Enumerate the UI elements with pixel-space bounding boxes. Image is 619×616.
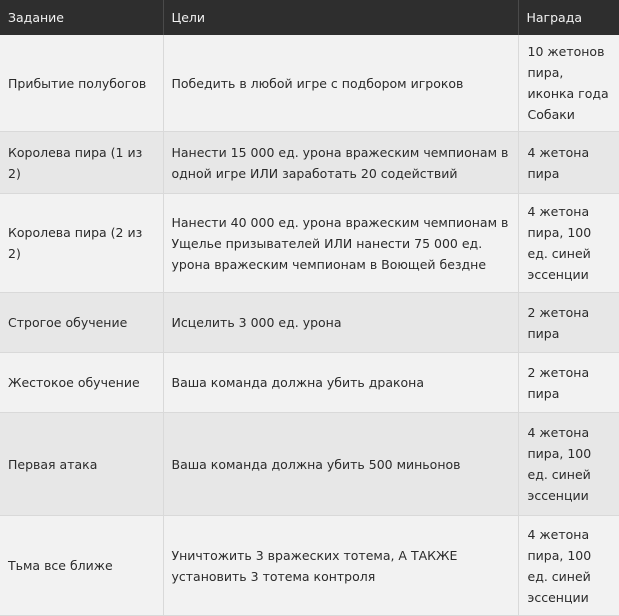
header-row bbox=[0, 0, 619, 35]
table-body bbox=[0, 35, 619, 616]
table-row bbox=[0, 35, 619, 132]
reward-cell: 10 жетонов пира, иконка года Собаки bbox=[518, 35, 619, 132]
task-cell: Королева пира (1 из 2) bbox=[0, 132, 163, 194]
goal-cell: Нанести 40 000 ед. урона вражеским чемпионам в Ущелье призывателей ИЛИ нанести 75 000 ед. урона вражеским чемпионам в Воющей бездне bbox=[163, 194, 518, 293]
goal-cell: Ваша команда должна убить 500 миньонов bbox=[163, 413, 518, 516]
goal-cell: Уничтожить 3 вражеских тотема, А ТАКЖЕ установить 3 тотема контроля bbox=[163, 516, 518, 616]
task-cell: Королева пира (2 из 2) bbox=[0, 194, 163, 293]
reward-cell: 2 жетона пира bbox=[518, 293, 619, 353]
reward-cell: 4 жетона пира, 100 ед. синей эссенции bbox=[518, 413, 619, 516]
goal-cell: Исцелить 3 000 ед. урона bbox=[163, 293, 518, 353]
reward-cell: 4 жетона пира bbox=[518, 132, 619, 194]
task-cell: Строгое обучение bbox=[0, 293, 163, 353]
header-task: Задание bbox=[0, 0, 163, 35]
goal-cell: Ваша команда должна убить дракона bbox=[163, 353, 518, 413]
table-header bbox=[0, 0, 619, 35]
table-row bbox=[0, 293, 619, 353]
table-row bbox=[0, 353, 619, 413]
table-row bbox=[0, 516, 619, 616]
task-cell: Прибытие полубогов bbox=[0, 35, 163, 132]
task-cell: Тьма все ближе bbox=[0, 516, 163, 616]
table-row bbox=[0, 194, 619, 293]
header-goals: Цели bbox=[163, 0, 518, 35]
table-row bbox=[0, 132, 619, 194]
task-cell: Первая атака bbox=[0, 413, 163, 516]
reward-cell: 2 жетона пира bbox=[518, 353, 619, 413]
header-reward: Награда bbox=[518, 0, 619, 35]
goal-cell: Нанести 15 000 ед. урона вражеским чемпионам в одной игре ИЛИ заработать 20 содействий bbox=[163, 132, 518, 194]
task-cell: Жестокое обучение bbox=[0, 353, 163, 413]
table-row bbox=[0, 413, 619, 516]
goal-cell: Победить в любой игре с подбором игроков bbox=[163, 35, 518, 132]
reward-cell: 4 жетона пира, 100 ед. синей эссенции bbox=[518, 516, 619, 616]
reward-cell: 4 жетона пира, 100 ед. синей эссенции bbox=[518, 194, 619, 293]
